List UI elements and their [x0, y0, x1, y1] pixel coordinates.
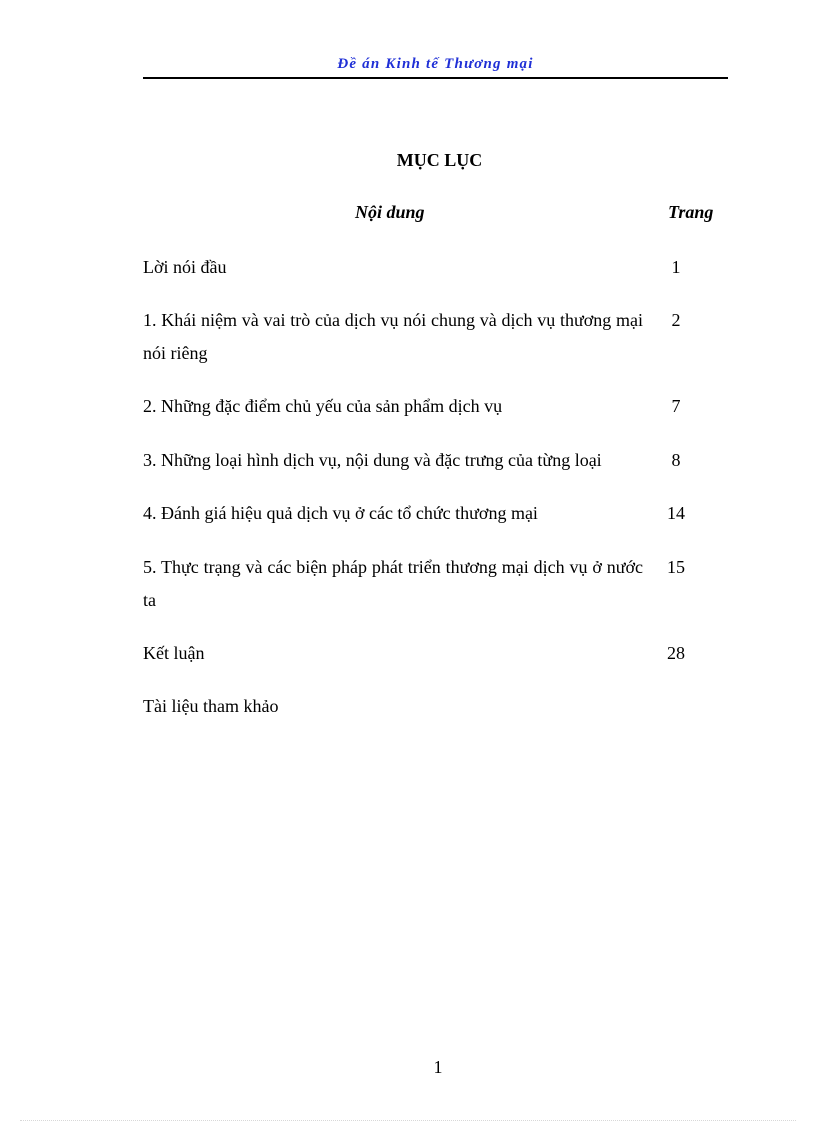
page-bottom-edge	[20, 1120, 796, 1121]
toc-item-section-5	[143, 551, 728, 617]
toc-item-text: 4. Đánh giá hiệu quả dịch vụ ở các tổ chức thương mại	[143, 503, 538, 523]
page-number: 1	[433, 1057, 443, 1077]
toc-item-text: 3. Những loại hình dịch vụ, nội dung và đặc trưng của từng loại	[143, 450, 602, 470]
toc-item-page: 1	[671, 257, 681, 277]
toc-item-section-1	[143, 304, 728, 370]
toc-column-content-heading: Nội dung	[355, 202, 425, 222]
toc-title: MỤC LỤC	[396, 150, 483, 170]
toc-item-text: 1. Khái niệm và vai trò của dịch vụ nói chung và dịch vụ thương mại nói riêng	[143, 310, 643, 363]
toc-item-text: 5. Thực trạng và các biện pháp phát triển thương mại dịch vụ ở nước ta	[143, 557, 643, 610]
toc-item-text: Lời nói đầu	[143, 257, 227, 277]
toc-item-references	[143, 690, 728, 723]
document-header-title: Đề án Kinh tế Thương mại	[337, 56, 534, 72]
toc-item-section-3	[143, 444, 728, 477]
toc-item-page: 28	[667, 643, 685, 663]
toc-item-page: 15	[667, 557, 685, 577]
toc-item-page: 14	[667, 503, 685, 523]
toc-item-text: 2. Những đặc điểm chủ yếu của sản phẩm dịch vụ	[143, 396, 503, 416]
toc-item-page: 7	[671, 396, 681, 416]
toc-item-section-4	[143, 497, 728, 530]
toc-item-text: Tài liệu tham khảo	[143, 696, 279, 716]
toc-item-section-2	[143, 390, 728, 423]
header-divider	[143, 77, 728, 79]
toc-item-page: 2	[671, 310, 681, 330]
toc-column-page-heading: Trang	[668, 202, 714, 222]
toc-item-text: Kết luận	[143, 643, 205, 663]
toc-item-page: 8	[671, 450, 681, 470]
toc-item-conclusion	[143, 637, 728, 670]
toc-item-preface	[143, 251, 728, 284]
